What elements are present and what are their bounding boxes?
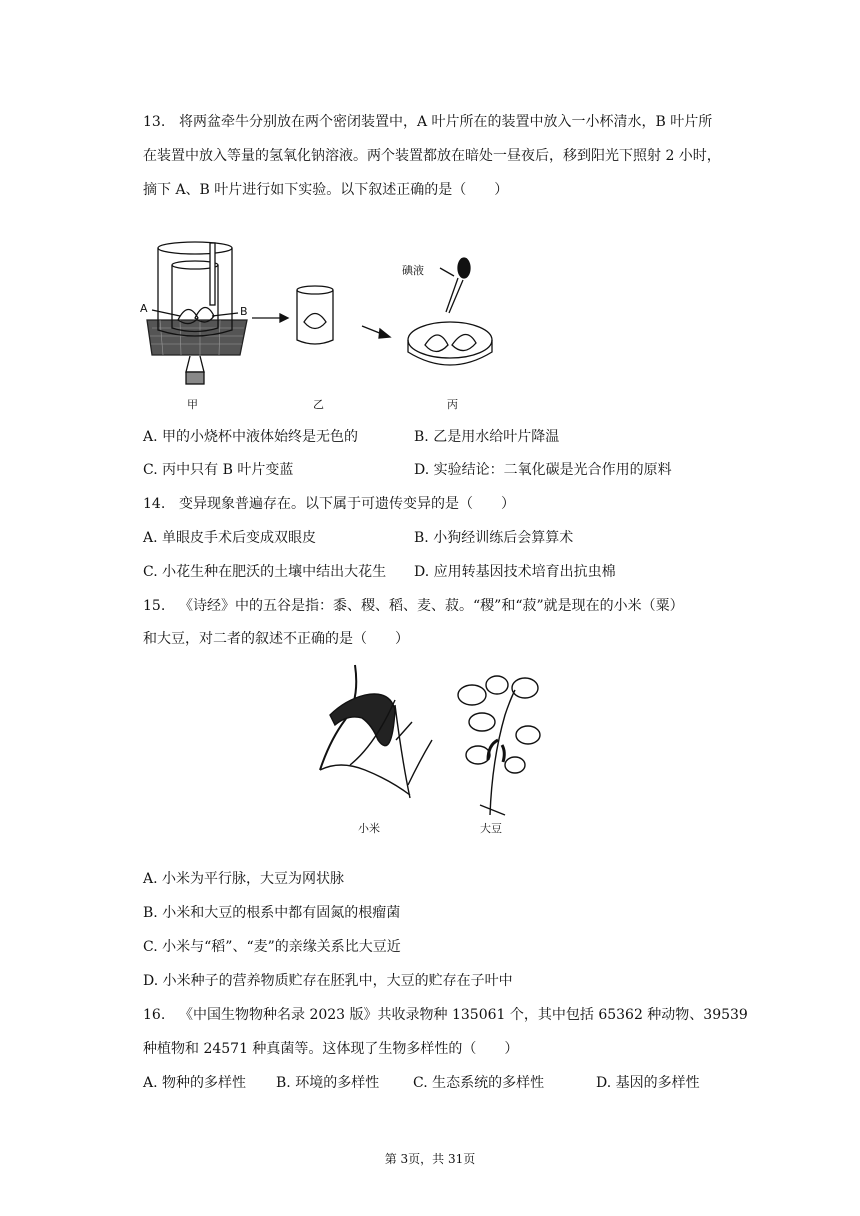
q13-option-b: B. 乙是用水给叶片降温	[414, 429, 560, 445]
page-footer: 第 3页，共 31页	[384, 1152, 476, 1166]
label-jia: 甲	[187, 398, 198, 411]
q16-option-a: A. 物种的多样性	[143, 1075, 247, 1091]
label-bing: 丙	[447, 398, 458, 411]
q16-line-1: 16. 《中国生物物种名录 2023 版》共收录物种 135061 个，其中包括 65362 种动物、39539	[143, 1007, 748, 1023]
label-iodine: 碘液	[402, 264, 424, 277]
q13-number: 13.	[143, 114, 166, 130]
label-millet: 小米	[358, 822, 380, 835]
q15-line-1: 15. 《诗经》中的五谷是指：黍、稷、稻、麦、菽。“稷”和“菽”就是现在的小米（粟）	[143, 598, 684, 614]
q15-line-2: 和大豆，对二者的叙述不正确的是（ ）	[143, 631, 409, 647]
q14-option-b: B. 小狗经训练后会算算术	[414, 530, 574, 546]
label-leaf-b: B	[240, 305, 248, 318]
q15-option-c: C. 小米与“稻”、“麦”的亲缘关系比大豆近	[143, 939, 401, 955]
q14-option-d: D. 应用转基因技术培育出抗虫棉	[414, 564, 616, 580]
q14-option-c: C. 小花生种在肥沃的土壤中结出大花生	[143, 564, 387, 580]
q16-option-d: D. 基因的多样性	[596, 1075, 700, 1091]
q13-option-a: A. 甲的小烧杯中液体始终是无色的	[143, 429, 359, 445]
q13-line-1: 13. 将两盆牵牛分别放在两个密闭装置中，A 叶片所在的装置中放入一小杯清水，B 叶片所	[143, 114, 713, 130]
q13-option-c: C. 丙中只有 B 叶片变蓝	[143, 462, 294, 478]
q13-line-3: 摘下 A、B 叶片进行如下实验。以下叙述正确的是（ ）	[143, 182, 509, 198]
q16-option-b: B. 环境的多样性	[276, 1075, 380, 1091]
q15-number: 15.	[143, 598, 166, 614]
label-soybean: 大豆	[480, 822, 502, 835]
q14-option-a: A. 单眼皮手术后变成双眼皮	[143, 530, 317, 546]
q16-option-c: C. 生态系统的多样性	[413, 1075, 545, 1091]
q14-number: 14.	[143, 496, 166, 512]
q14-line-1: 14. 变异现象普遍存在。以下属于可遗传变异的是（ ）	[143, 496, 515, 512]
q15-option-d: D. 小米种子的营养物质贮存在胚乳中，大豆的贮存在子叶中	[143, 973, 513, 989]
q16-line-2: 种植物和 24571 种真菌等。这体现了生物多样性的（ ）	[143, 1041, 519, 1057]
q16-number: 16.	[143, 1007, 166, 1023]
q15-option-a: A. 小米为平行脉，大豆为网状脉	[143, 871, 345, 887]
q13-line-2: 在装置中放入等量的氢氧化钠溶液。两个装置都放在暗处一昼夜后，移到阳光下照射 2 小时，	[143, 148, 721, 164]
q15-option-b: B. 小米和大豆的根系中都有固氮的根瘤菌	[143, 905, 401, 921]
q13-option-d: D. 实验结论：二氧化碳是光合作用的原料	[414, 462, 672, 478]
label-yi: 乙	[313, 398, 324, 411]
label-leaf-a: A	[140, 302, 148, 315]
